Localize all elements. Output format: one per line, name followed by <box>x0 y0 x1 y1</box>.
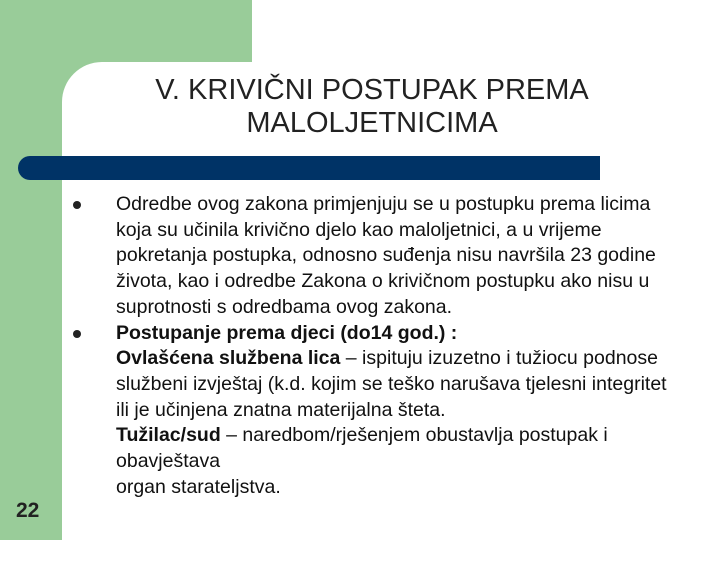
paragraph-5-partial: organ starateljstva. <box>116 475 281 498</box>
paragraph-2-heading: Postupanje prema djeci (do14 god.) : <box>116 321 458 344</box>
paragraph-3-text: – ispituju izuzetno i tužiocu podnose službeni izvještaj (k.d. kojim se teško narušava tjelesni integritet ili je učinjena znatna materijalna šteta. <box>116 347 667 421</box>
paragraph-4 <box>116 423 676 474</box>
page-number: 22 <box>16 499 40 522</box>
bullet-icon <box>73 330 81 338</box>
title-line-2: MALOLJETNICIMA <box>246 107 498 139</box>
bullet-icon <box>73 201 81 209</box>
paragraph-4-text: – naredbom/rješenjem obustavlja postupak i obavještava <box>116 424 608 473</box>
title-underline-bar <box>18 156 600 180</box>
paragraph-4-bold: Tužilac/sud <box>116 424 221 447</box>
bullet-paragraph-1 <box>116 192 676 321</box>
bullet-paragraph-2 <box>116 321 676 347</box>
title-line-1: V. KRIVIČNI POSTUPAK PREMA <box>155 74 589 106</box>
paragraph-3 <box>116 346 676 423</box>
paragraph-3-bold: Ovlašćena službena lica <box>116 347 341 370</box>
slide-title <box>72 74 672 140</box>
slide-body <box>116 192 676 500</box>
paragraph-1-text: Odredbe ovog zakona primjenjuju se u postupku prema licima koja su učinila krivično djelo kao maloljetnici, a u vrijeme pokretanja postupka, odnosno suđenja nisu navršila 23 godine života, kao i odredbe Zakona o krivičnom postupku ako nisu u suprotnosti s odredbama ovog zakona. <box>116 193 656 318</box>
